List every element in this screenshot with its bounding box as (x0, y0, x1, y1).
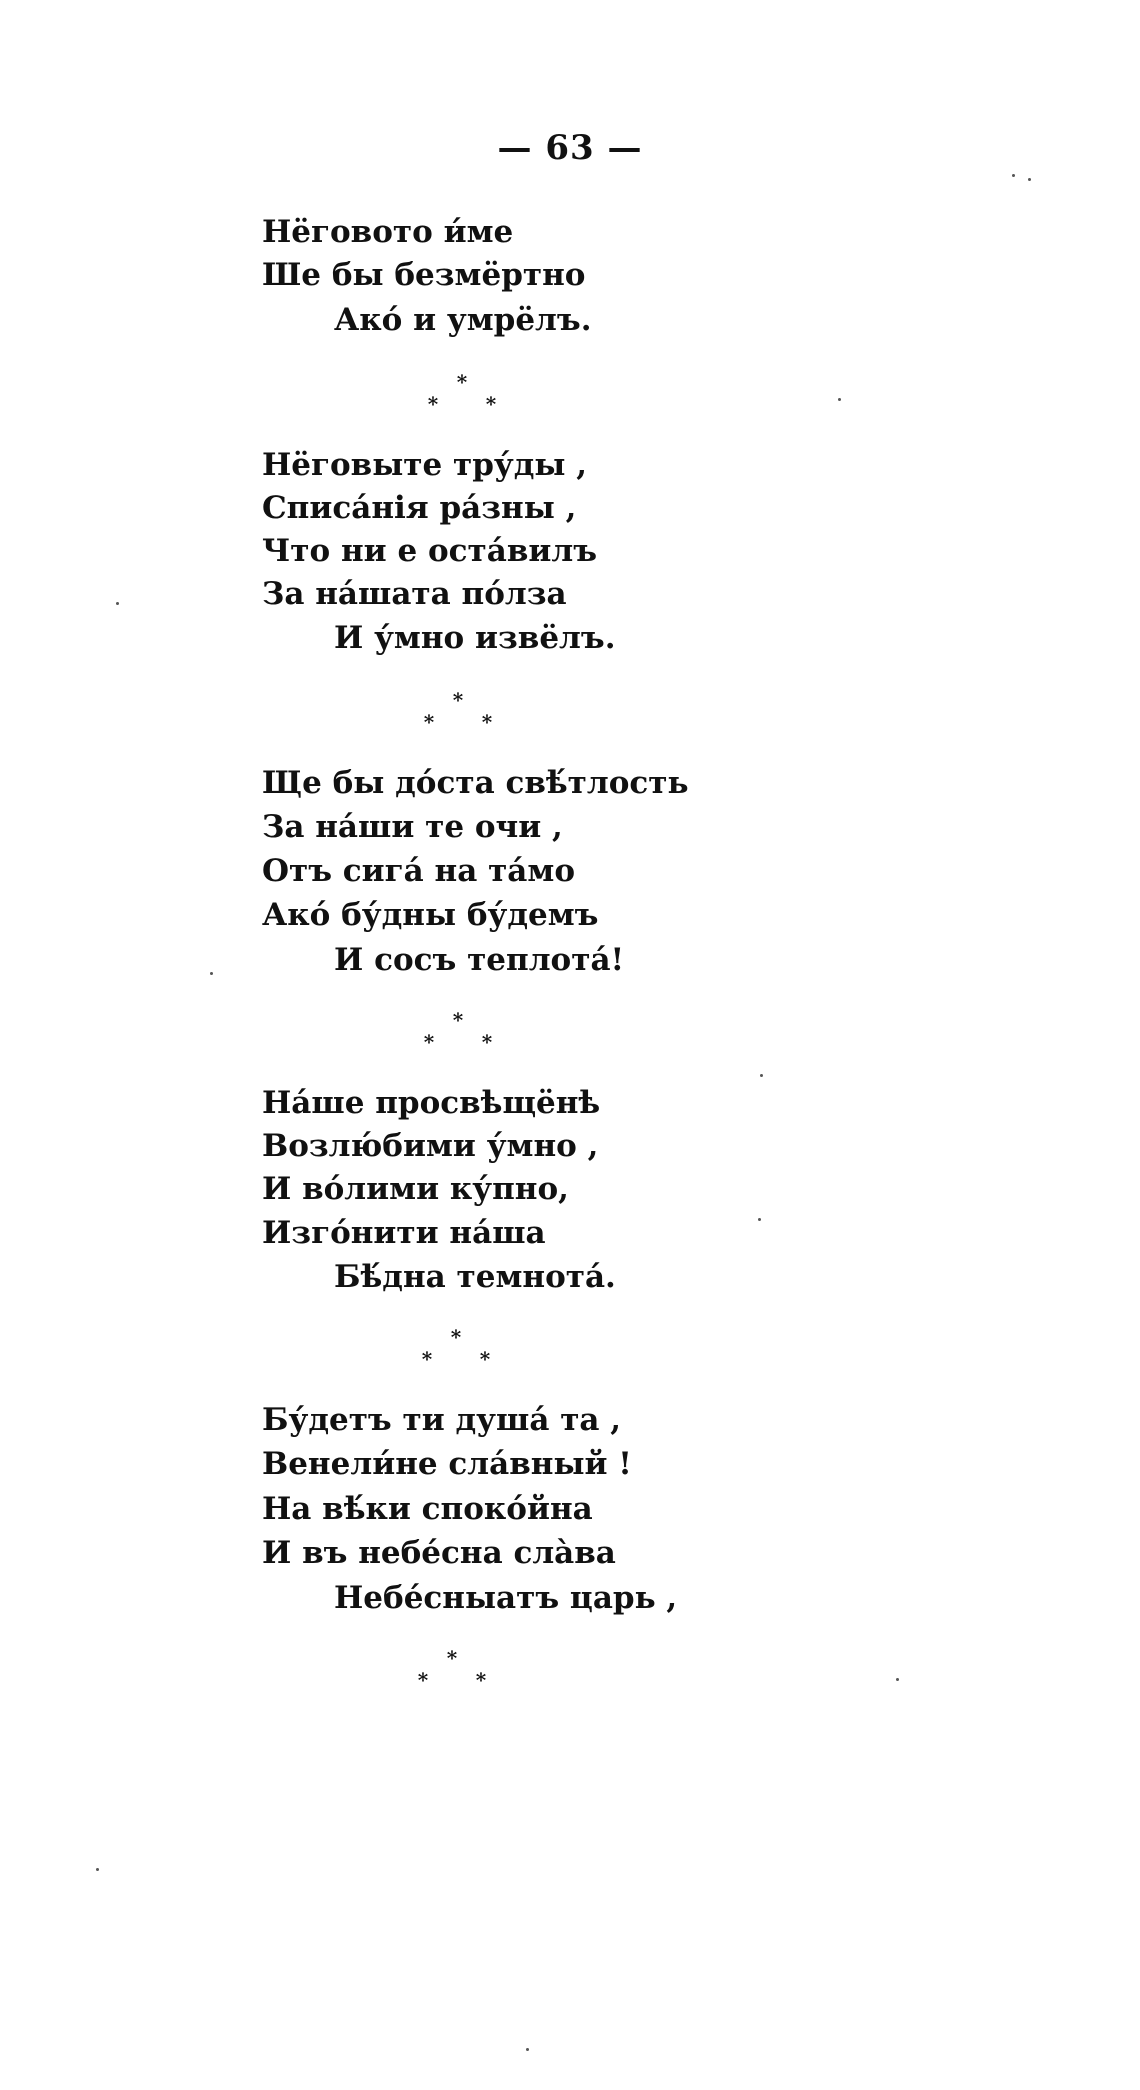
poem-line: Возлю́бими у́мно , (262, 1128, 599, 1164)
scan-speck (838, 398, 841, 401)
scan-speck (1028, 178, 1031, 181)
stanza-separator (0, 1648, 1140, 1692)
poem-line: Что ни е оста́вилъ (262, 533, 597, 569)
separator-star: * (423, 710, 435, 734)
poem-line: Изго́нити на́ша (262, 1215, 546, 1251)
stanza-separator (0, 1327, 1140, 1371)
stanza-separator (0, 1010, 1140, 1054)
scan-speck (526, 2048, 529, 2051)
stanza-separator (0, 690, 1140, 734)
poem-line: На вѣ́ки споко́йна (262, 1491, 593, 1527)
poem-line: Ако́ бу́дны бу́демъ (262, 897, 599, 933)
poem-line: Отъ сига́ на та́мо (262, 853, 575, 889)
scan-speck (896, 1678, 899, 1681)
separator-star: * (475, 1668, 487, 1692)
separator-star: * (417, 1668, 429, 1692)
poem-line-indented: Бѣ́дна темнота́. (334, 1259, 616, 1295)
poem-line: Нёговото и́ме (262, 214, 514, 250)
scan-speck (1012, 174, 1015, 177)
poem-line-indented: Ако́ и умрёлъ. (334, 302, 592, 338)
separator-star: * (456, 370, 468, 394)
separator-star: * (446, 1646, 458, 1670)
scan-speck (760, 1074, 763, 1077)
poem-line: Ще бы до́ста свѣ́тлость (262, 765, 689, 801)
separator-star: * (481, 1030, 493, 1054)
stanza-separator (0, 372, 1140, 416)
poem-line: За на́ши те очи , (262, 809, 563, 845)
poem-line: Бу́детъ ти душа́ та , (262, 1402, 622, 1438)
poem-line: И во́лими ку́пно, (262, 1171, 569, 1207)
poem-line-indented: И сосъ теплота́! (334, 942, 625, 978)
poem-line-indented: Небе́сныатъ царь , (334, 1580, 678, 1616)
poem-line: Нёговыте тру́ды , (262, 447, 588, 483)
scan-speck (116, 602, 119, 605)
poem-line: Венели́не сла́вный ! (262, 1446, 632, 1482)
separator-star: * (481, 710, 493, 734)
separator-star: * (452, 688, 464, 712)
separator-star: * (450, 1325, 462, 1349)
separator-star: * (479, 1347, 491, 1371)
separator-star: * (452, 1008, 464, 1032)
separator-star: * (485, 392, 497, 416)
scan-speck (96, 1868, 99, 1871)
poem-line: На́ше просвѣщёнѣ (262, 1085, 601, 1121)
poem-line-indented: И у́мно извёлъ. (334, 620, 616, 656)
separator-star: * (427, 392, 439, 416)
poem-line: И въ небе́сна сла̀ва (262, 1535, 616, 1571)
poem-line: Ше бы безмёртно (262, 257, 586, 293)
scan-speck (758, 1218, 761, 1221)
poem-line: Списа́нія ра́зны , (262, 490, 577, 526)
scan-speck (210, 972, 213, 975)
separator-star: * (421, 1347, 433, 1371)
poem-line: За на́шата по́лза (262, 576, 567, 612)
separator-star: * (423, 1030, 435, 1054)
page-number: — 63 — (497, 128, 643, 168)
